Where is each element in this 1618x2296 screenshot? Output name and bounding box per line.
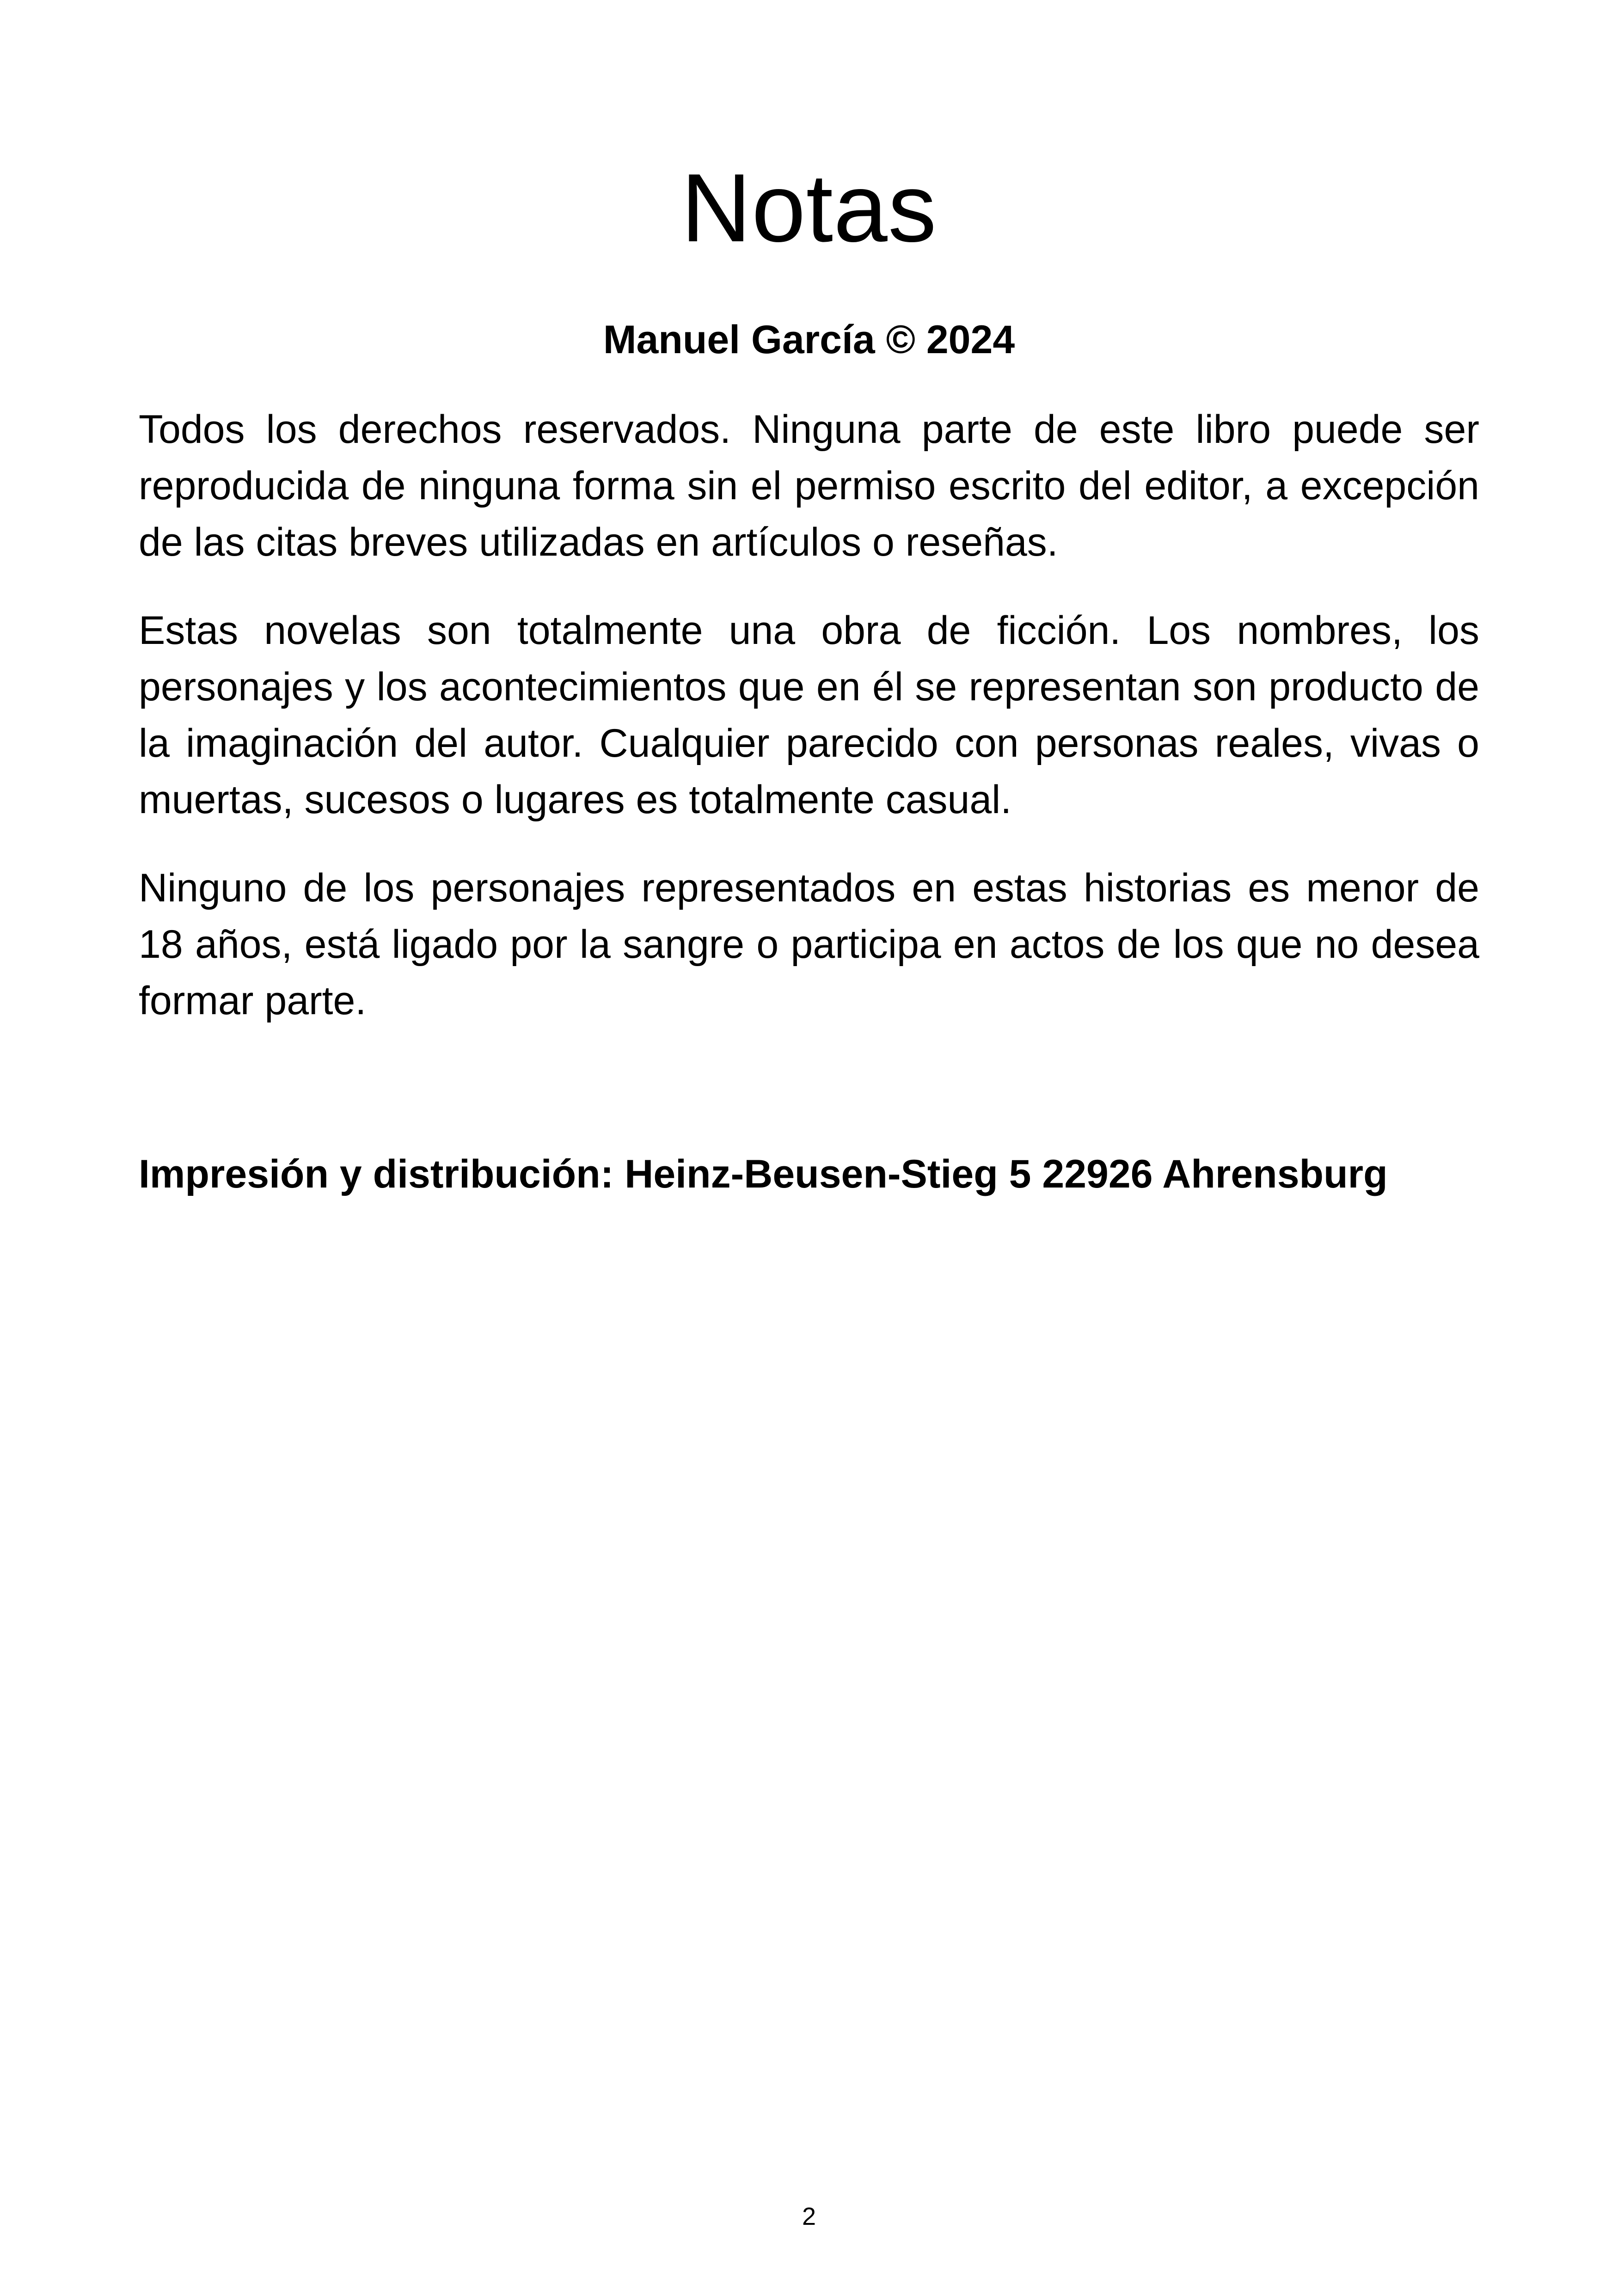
- page-title: Notas: [681, 153, 937, 262]
- page-number: 2: [802, 2203, 816, 2230]
- characters-disclaimer-paragraph: Ninguno de los personajes representados en estas historias es menor de 18 años, está ligado por la sangre o participa en actos de los que no desea formar parte.: [139, 866, 1479, 1023]
- rights-paragraph: Todos los derechos reservados. Ninguna parte de este libro puede ser reproducida de ninguna forma sin el permiso escrito del editor, a excepción de las citas breves utilizadas en artículos o reseñas.: [139, 407, 1479, 564]
- fiction-disclaimer-paragraph: Estas novelas son totalmente una obra de ficción. Los nombres, los personajes y los acontecimientos que en él se representan son producto de la imaginación del autor. Cualquier parecido con personas reales, vivas o muertas, sucesos o lugares es totalmente casual.: [139, 608, 1479, 822]
- copyright-line: Manuel García © 2024: [603, 318, 1015, 362]
- imprint-line: Impresión y distribución: Heinz-Beusen-Stieg 5 22926 Ahrensburg: [139, 1152, 1388, 1196]
